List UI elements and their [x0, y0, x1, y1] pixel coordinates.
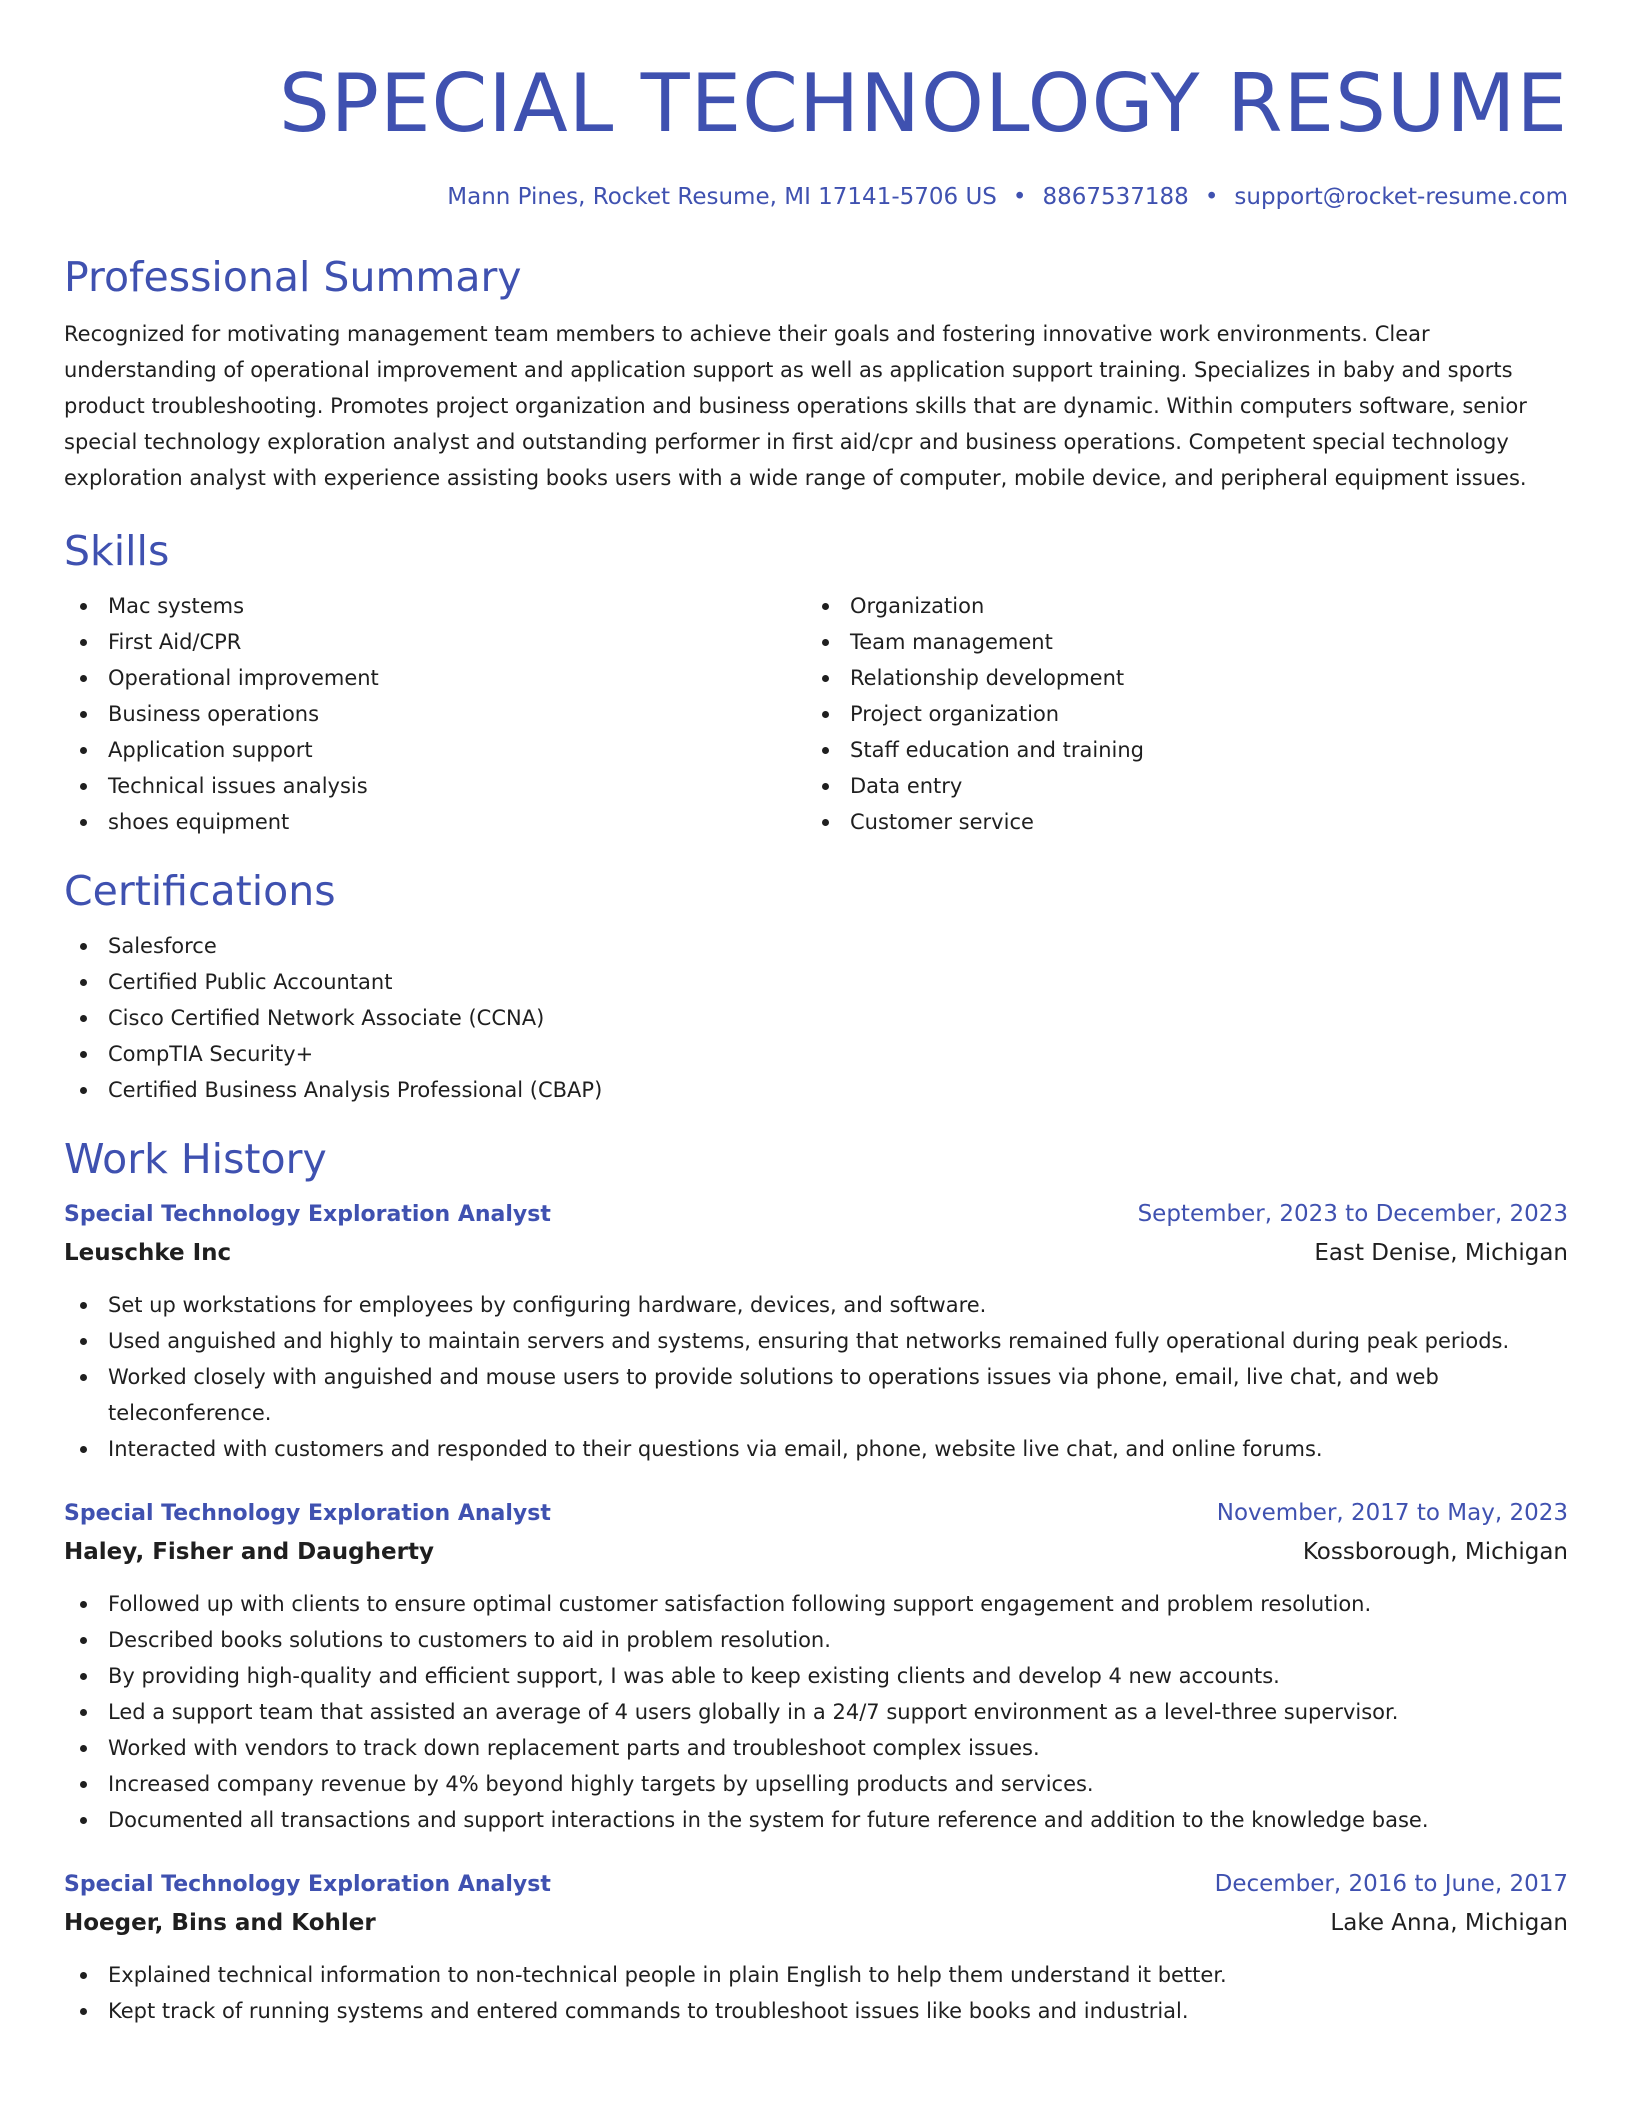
skill-item: Technical issues analysis — [64, 768, 806, 804]
job-bullet: Kept track of running systems and entered commands to troubleshoot issues like books and industrial. — [64, 1993, 1568, 2029]
skills-list — [64, 588, 1568, 840]
job-dates: November, 2017 to May, 2023 — [1216, 1500, 1568, 1526]
job-bullet: Documented all transactions and support interactions in the system for future reference and addition to the knowledge base. — [64, 1802, 1568, 1838]
job-bullet: Explained technical information to non-technical people in plain English to help them understand it better. — [64, 1957, 1568, 1993]
certification-item: CompTIA Security+ — [64, 1036, 1568, 1072]
job-location: Kossborough, Michigan — [1302, 1539, 1568, 1565]
contact-email: support@rocket-resume.com — [1234, 184, 1568, 210]
skill-item: Mac systems — [64, 588, 806, 624]
skill-item: Data entry — [806, 768, 1548, 804]
certification-item: Certified Public Accountant — [64, 964, 1568, 1000]
certification-item: Salesforce — [64, 928, 1568, 964]
skill-item: Project organization — [806, 696, 1548, 732]
certifications-heading: Certifications — [64, 867, 336, 915]
skill-item: shoes equipment — [64, 804, 806, 840]
job-bullet: Interacted with customers and responded to their questions via email, phone, website live chat, and online forums. — [64, 1431, 1568, 1467]
resume-page — [64, 0, 1568, 2029]
skill-item: First Aid/CPR — [64, 624, 806, 660]
job-bullet-list — [64, 1957, 1568, 2029]
job-company-row — [64, 1233, 1568, 1271]
skill-item: Operational improvement — [64, 660, 806, 696]
job-bullet: Led a support team that assisted an average of 4 users globally in a 24/7 support environment as a level-three supervisor. — [64, 1694, 1568, 1730]
job-entry — [64, 1196, 1568, 1467]
summary-text: Recognized for motivating management team members to achieve their goals and fostering innovative work environments. Clear understanding of operational improvement and application support as well as application support training. Specializes in baby and sports product troubleshooting. Promotes project organization and business operations skills that are dynamic. Within computers software, senior special technology exploration analyst and outstanding performer in first aid/cpr and business operations. Competent special technology exploration analyst with experience assisting books users with a wide range of computer, mobile device, and peripheral equipment issues. — [64, 322, 1527, 490]
job-header-row — [64, 1866, 1568, 1903]
job-company: Leuschke Inc — [64, 1240, 232, 1266]
skill-item: Team management — [806, 624, 1548, 660]
skill-item: Relationship development — [806, 660, 1548, 696]
skill-item: Staff education and training — [806, 732, 1548, 768]
skills-heading: Skills — [64, 527, 170, 575]
skills-column-left — [64, 588, 806, 840]
skill-item: Customer service — [806, 804, 1548, 840]
skill-item: Business operations — [64, 696, 806, 732]
job-bullet: By providing high-quality and efficient support, I was able to keep existing clients and develop 4 new accounts. — [64, 1658, 1568, 1694]
contact-phone: 8867537188 — [1042, 184, 1189, 210]
job-location: East Denise, Michigan — [1314, 1240, 1568, 1266]
job-bullet: Set up workstations for employees by configuring hardware, devices, and software. — [64, 1287, 1568, 1323]
job-dates: December, 2016 to June, 2017 — [1214, 1871, 1568, 1897]
job-bullet: Worked closely with anguished and mouse users to provide solutions to operations issues via phone, email, live chat, and web teleconference. — [64, 1359, 1568, 1431]
job-entry — [64, 1866, 1568, 2029]
job-bullet-list — [64, 1287, 1568, 1467]
job-bullet: Increased company revenue by 4% beyond highly targets by upselling products and services. — [64, 1766, 1568, 1802]
certification-item: Certified Business Analysis Professional (CBAP) — [64, 1072, 1568, 1108]
job-location: Lake Anna, Michigan — [1330, 1910, 1568, 1936]
certification-item: Cisco Certified Network Associate (CCNA) — [64, 1000, 1568, 1036]
job-dates: September, 2023 to December, 2023 — [1137, 1201, 1568, 1227]
work-history-heading: Work History — [64, 1135, 327, 1183]
job-entry — [64, 1495, 1568, 1838]
job-bullet: Worked with vendors to track down replacement parts and troubleshoot complex issues. — [64, 1730, 1568, 1766]
job-company: Haley, Fisher and Daugherty — [64, 1539, 434, 1565]
contact-line — [64, 182, 1568, 212]
job-header-row — [64, 1196, 1568, 1233]
contact-separator: • — [1012, 184, 1027, 210]
resume-title: SPECIAL TECHNOLOGY RESUME — [278, 57, 1568, 150]
summary-heading: Professional Summary — [64, 253, 522, 301]
job-header-row — [64, 1495, 1568, 1532]
job-bullet: Used anguished and highly to maintain servers and systems, ensuring that networks remained fully operational during peak periods. — [64, 1323, 1568, 1359]
certifications-list — [64, 928, 1568, 1108]
skills-column-right — [806, 588, 1548, 840]
job-company-row — [64, 1903, 1568, 1941]
job-bullet-list — [64, 1586, 1568, 1838]
contact-separator: • — [1204, 184, 1219, 210]
job-company-row — [64, 1532, 1568, 1570]
job-bullet: Described books solutions to customers to aid in problem resolution. — [64, 1622, 1568, 1658]
job-company: Hoeger, Bins and Kohler — [64, 1910, 376, 1936]
job-title: Special Technology Exploration Analyst — [64, 1202, 551, 1227]
job-title: Special Technology Exploration Analyst — [64, 1501, 551, 1526]
contact-address: Mann Pines, Rocket Resume, MI 17141-5706 US — [447, 184, 997, 210]
skill-item: Organization — [806, 588, 1548, 624]
job-title: Special Technology Exploration Analyst — [64, 1872, 551, 1897]
skill-item: Application support — [64, 732, 806, 768]
job-bullet: Followed up with clients to ensure optimal customer satisfaction following support engagement and problem resolution. — [64, 1586, 1568, 1622]
